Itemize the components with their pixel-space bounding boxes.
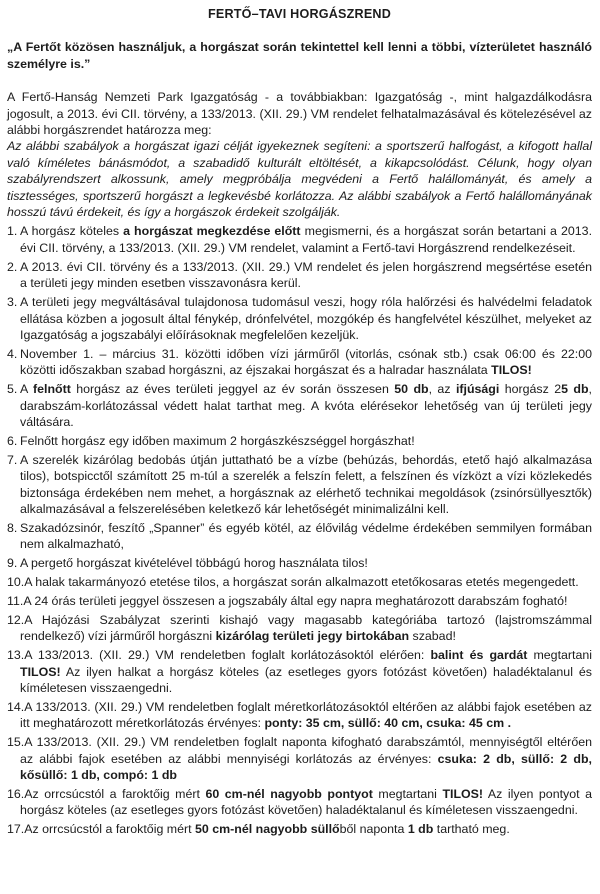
rule-text: A 24 órás területi jeggyel összesen a jogszabály által egy napra meghatározott darabszám fogható! bbox=[23, 594, 568, 608]
rule-item bbox=[7, 593, 592, 609]
rule-item bbox=[7, 346, 592, 379]
rule-text: A pergető horgászat kivételével többágú horog használata tilos! bbox=[20, 556, 368, 571]
page-title: FERTŐ–TAVI HORGÁSZREND bbox=[207, 7, 392, 21]
rule-text: A horgász köteles a horgászat megkezdése előtt megismerni, és a horgászat során betartani a 2013. évi CII. törvény, a 133/2013. (XII. 29.) VM rendelet, valamint a Fertő-tavi Horgászrend rendelkezéseit. bbox=[20, 224, 593, 255]
rules-list bbox=[7, 223, 592, 837]
rule-item bbox=[7, 612, 592, 645]
rule-item bbox=[7, 555, 592, 571]
rule-number: 16. bbox=[7, 786, 25, 801]
rule-item bbox=[7, 647, 592, 696]
rule-text: A 133/2013. (XII. 29.) VM rendeletben foglalt naponta kifogható darabszámtól, mennyiségtől eltérően az alábbi fajok esetében az alábbi mennyiségi korlátozás az érvényes: csuka: 2 db, süllő: 2 db, kősüllő: 1 db, compó: 1 db bbox=[20, 735, 592, 783]
rule-text: A 133/2013. (XII. 29.) VM rendeletben foglalt korlátozásoktól elérően: balint és gardát megtartani TILOS! Az ilyen halkat a horgász köteles (az esetleges gyors fotózást követően) haladéktalanul és kíméletesen visszaengedni. bbox=[20, 648, 593, 696]
rule-number: 3. bbox=[7, 295, 18, 310]
rule-number: 8. bbox=[7, 520, 18, 535]
rule-number: 13. bbox=[7, 648, 25, 663]
rule-item bbox=[7, 381, 592, 430]
rule-number: 4. bbox=[7, 346, 18, 361]
rule-text: A 2013. évi CII. törvény és a 133/2013. (XII. 29.) VM rendelet és jelen horgászrend megsértése esetén a területi jegy minden esetben visszavonásra kerül. bbox=[20, 259, 592, 291]
rule-text: A halak takarmányozó etetése tilos, a horgászat során alkalmazott etetőkosaras etetés megengedett. bbox=[24, 575, 579, 590]
rule-item bbox=[7, 821, 592, 837]
intro-paragraph: A Fertő-Hanság Nemzeti Park Igazgatóság - a továbbiakban: Igazgatóság -, mint halgazdálkodásra jogosult, a 2013. évi CII. törvény, a 133/2013. (XII. 29.) VM rendelet felhatalmazásával és kötelezésével az alábbi horgászrendet határozza meg: bbox=[7, 90, 592, 138]
quote-paragraph: „A Fertőt közösen használjuk, a horgászat során tekintettel kell lenni a többi, vízterületet használó személyre is.” bbox=[7, 40, 592, 71]
rule-number: 17. bbox=[7, 822, 25, 837]
rule-number: 10. bbox=[7, 575, 25, 590]
rule-number: 9. bbox=[7, 556, 18, 571]
rule-item bbox=[7, 574, 592, 590]
rule-number: 11. bbox=[7, 594, 24, 608]
preamble-paragraph: Az alábbi szabályok a horgászat igazi célját igyekeznek segíteni: a sportszerű halfogást, a kifogott hallal való kíméletes bánásmódot, a szabadidő kulturált eltöltését, a kikapcsolódást. Célunk, hogy olyan szabályrendszert alkossunk, amely megpróbálja megvédeni a Fertő halállományát, és amely a tisztességes, sportszerű horgászt a legkevésbé korlátozza. Az alábbi szabályok a Fertő halállományának hosszú távú érdekeit, és így a horgászok érdekeit szolgálják. bbox=[7, 139, 592, 220]
rule-item bbox=[7, 520, 592, 553]
rule-number: 15. bbox=[7, 735, 25, 750]
rule-item bbox=[7, 223, 592, 256]
rule-number: 14. bbox=[7, 699, 25, 714]
rule-item bbox=[7, 699, 592, 732]
rule-text: Felnőtt horgász egy időben maximum 2 horgászkészséggel horgászhat! bbox=[20, 433, 415, 448]
rule-text: A 133/2013. (XII. 29.) VM rendeletben foglalt méretkorlátozásoktól eltérően az alábbi fajok esetében az itt meghatározott méretkorlátozás érvényes: ponty: 35 cm, süllő: 40 cm, csuka: 45 cm . bbox=[20, 699, 592, 731]
rule-text: A területi jegy megváltásával tulajdonosa tudomásul veszi, hogy róla halőrzési és halvédelmi feladatok ellátása közben a jogosult által fénykép, drónfelvétel, mozgókép és hangfelvétel készülhet, melyeket az Igazgatóság a jogszabályi előírásoknak megfelelően kezeljük. bbox=[20, 295, 592, 342]
rule-text: A Hajózási Szabályzat szerinti kishajó vagy magasabb kategóriába tartozó (lajstromszámmal rendelkező) vízi járműről horgászni kizárólag területi jegy birtokában szabad! bbox=[20, 612, 592, 644]
rule-item bbox=[7, 734, 592, 783]
rule-item bbox=[7, 452, 592, 518]
rule-text: Az orrcsúcstól a faroktőig mért 60 cm-nél nagyobb pontyot megtartani TILOS! Az ilyen pontyot a horgász köteles (az esetleges gyors fotózást követően) haladéktalanul és kíméletesen visszaengedni. bbox=[20, 786, 592, 818]
rule-text: A felnőtt horgász az éves területi jeggyel az év során összesen 50 db, az ifjúsági horgász 25 db, darabszám-korlátozással védett halat tarthat meg. A kvóta elérésekor lehetőség van új területi jegy váltására. bbox=[20, 382, 592, 429]
rule-number: 7. bbox=[7, 452, 18, 467]
rule-number: 5. bbox=[7, 382, 18, 397]
rule-text: Az orrcsúcstól a faroktőig mért 50 cm-nél nagyobb süllőből naponta 1 db tartható meg. bbox=[24, 822, 510, 837]
rule-text: A szerelék kizárólag bedobás útján juttatható be a vízbe (behúzás, behordás, etető hajó alkalmazása tilos), botspicctől számított 25 m-túl a szerelék a felszín felett, a felszínen és vízközt a vízi közlekedés biztonsága érdekében nem mehet, a horgásznak az elérhető technikai megoldások (zsinórsüllyesztők) alkalmazásával a felszerelésében keletkező kár lehetőségét minimalizálni kell. bbox=[20, 452, 592, 516]
rule-number: 2. bbox=[7, 259, 18, 274]
rule-item bbox=[7, 786, 592, 819]
rule-item bbox=[7, 259, 592, 292]
rule-item bbox=[7, 433, 592, 449]
rule-number: 6. bbox=[7, 433, 18, 448]
rule-item bbox=[7, 294, 592, 343]
rule-number: 12. bbox=[7, 612, 25, 627]
rule-text: Szakadózsinór, feszítő „Spanner” és egyéb kötél, az élővilág védelme érdekében semmilyen formában nem alkalmazható, bbox=[20, 520, 592, 552]
rule-text: November 1. – március 31. közötti időben vízi járműről (vitorlás, csónak stb.) csak 06:00 és 22:00 közötti időszakban szabad horgászni, az éjszakai horgászat és a halradar használata TILOS! bbox=[20, 346, 592, 378]
rule-number: 1. bbox=[7, 224, 18, 239]
